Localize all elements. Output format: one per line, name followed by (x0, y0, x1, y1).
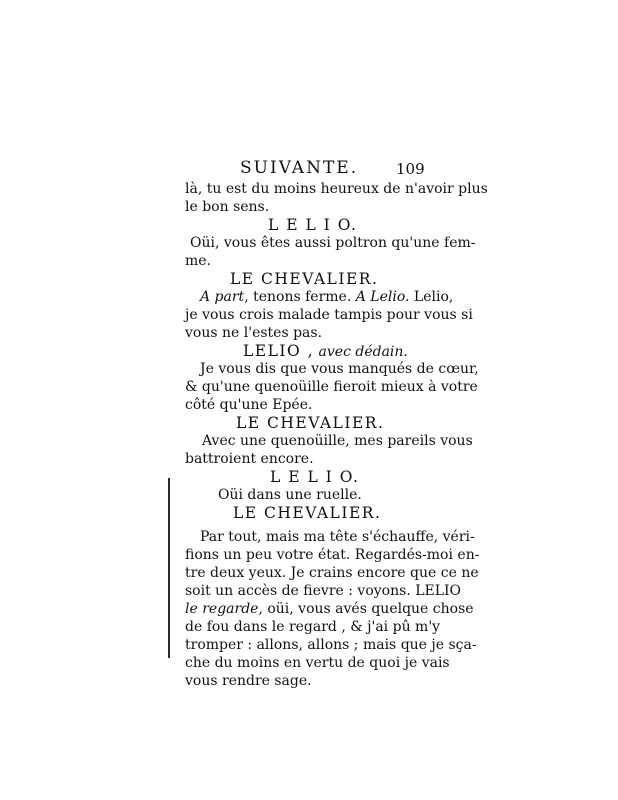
running-title: SUIVANTE. (240, 158, 359, 178)
text-line: Par tout, mais ma tête s'échauffe, véri- (200, 529, 475, 545)
text-line: soit un accès de fievre : voyons. LELIO (185, 583, 462, 599)
speaker-name: LELIO , (243, 342, 315, 360)
text-line: je vous crois malade tampis pour vous si (185, 307, 473, 323)
speaker-name: L E L I O. (270, 468, 360, 486)
text-line: me. (185, 253, 212, 269)
text-line: vous rendre sage. (185, 673, 312, 689)
text-line (185, 600, 474, 618)
text-line: vous ne l'estes pas. (185, 325, 323, 341)
stage-direction: A part (200, 289, 245, 305)
text-line: tromper : allons, allons ; mais que je sça- (185, 637, 477, 653)
text-line: Oüi dans une ruelle. (218, 487, 362, 503)
text-line: là, tu est du moins heureux de n'avoir plus (185, 181, 488, 197)
text-line: Je vous dis que vous manqués de cœur, (200, 361, 479, 377)
stage-direction: A Lelio. (355, 289, 410, 305)
speaker-heading (243, 342, 408, 361)
text-line: & qu'une quenoüille fieroit mieux à votre (185, 379, 478, 395)
text-line: battroient encore. (185, 451, 314, 467)
stage-direction: avec dédain. (318, 344, 408, 360)
text-line: le bon sens. (185, 199, 270, 215)
text-line: Oüi, vous êtes aussi poltron qu'une fem- (190, 235, 476, 251)
speaker-name: LE CHEVALIER. (230, 270, 379, 288)
text-line: de fou dans le regard , & j'ai pû m'y (185, 619, 441, 635)
speaker-name: LE CHEVALIER. (236, 414, 385, 432)
text-line: che du moins en vertu de quoi je vais (185, 655, 450, 671)
stage-direction: le regarde (185, 601, 259, 617)
page-number: 109 (396, 160, 425, 178)
text-line: Avec une quenoüille, mes pareils vous (202, 433, 473, 449)
text-span: , tenons ferme. (244, 289, 352, 305)
speaker-name: LE CHEVALIER. (233, 504, 382, 522)
text-line: côté qu'une Epée. (185, 397, 313, 413)
text-line (200, 288, 453, 306)
text-line: fions un peu votre état. Regardés-moi en- (185, 547, 480, 563)
speaker-name: L E L I O. (268, 216, 358, 234)
text-line: tre deux yeux. Je crains encore que ce ne (185, 565, 479, 581)
margin-rule (168, 478, 170, 658)
text-span: Lelio, (413, 289, 454, 305)
text-span: , oüi, vous avés quelque chose (258, 601, 474, 617)
